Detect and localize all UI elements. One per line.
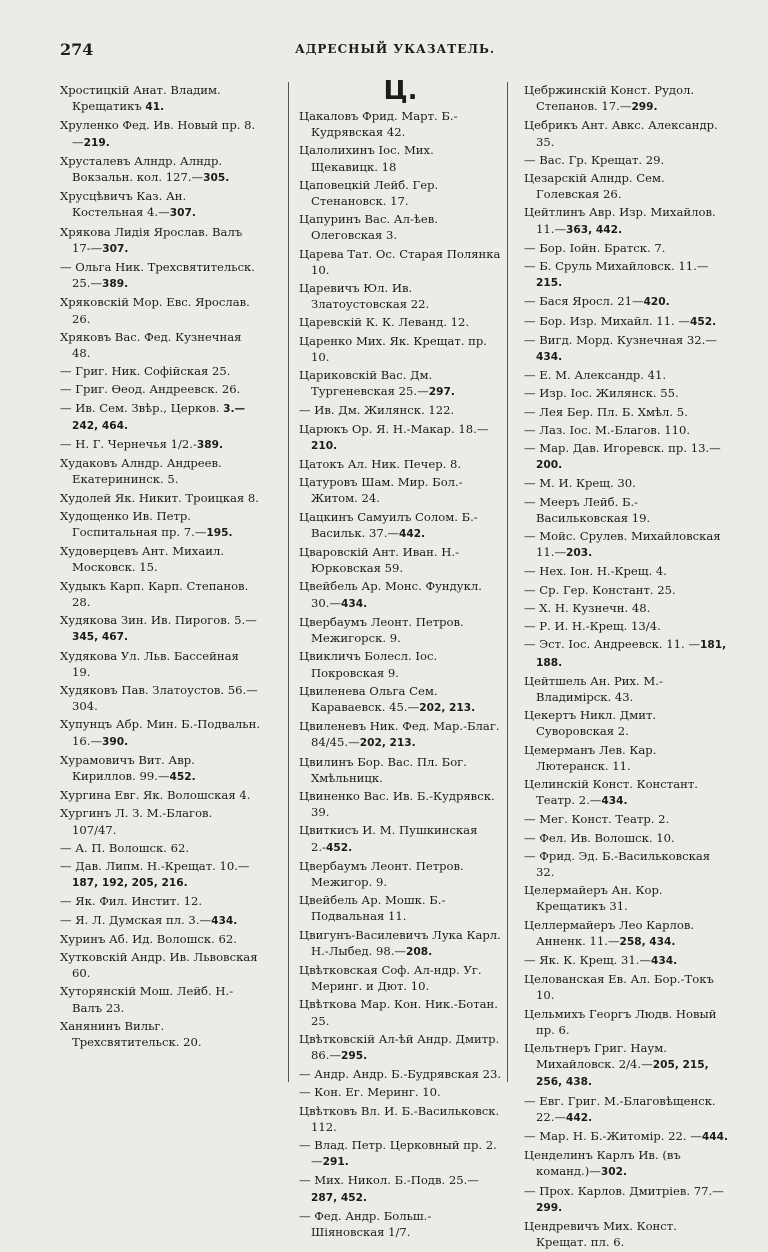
entry-text: Цвикличъ Болесл. Іос. Покровская 9. (299, 649, 438, 680)
entry-text: Хургина Евг. Як. Волошская 4. (60, 788, 251, 803)
entry-text: — А. П. Волошск. 62. (60, 840, 190, 855)
entry-phone: 363, 442. (566, 223, 623, 236)
entry-text: Цезарскій Алндр. Сем. Голевская 26. (524, 171, 665, 202)
directory-entry (60, 224, 260, 257)
page-title: АДРЕСНЫЙ УКАЗАТЕЛЬ. (294, 42, 496, 56)
entry-text: Хростицкій Анат. Владим. Крещатикъ (60, 83, 221, 114)
entry-text: — Эст. Іос. Андреевск. 11. — (524, 637, 700, 652)
entry-phone: 420. (643, 296, 670, 309)
entry-text: — Прох. Карлов. Дмитріев. 77.— (524, 1183, 724, 1198)
entry-text: Худоверцевъ Ант. Михаил. Московск. 15. (60, 544, 225, 575)
entry-text: Хурамовичъ Вит. Авр. Кириллов. 99.— (60, 752, 195, 783)
entry-phone: 200. (536, 459, 563, 472)
entry-text: Цвейбель Ар. Монс. Фундукл. 30.— (299, 579, 482, 610)
entry-phone: 215. (536, 277, 563, 290)
directory-entry (60, 912, 260, 929)
entry-text: — Е. М. Александр. 41. (524, 368, 667, 383)
entry-text: Хрякова Лидія Ярослав. Валъ 17-— (60, 224, 243, 255)
directory-entry (60, 363, 260, 379)
directory-entry (299, 108, 502, 140)
entry-text: Царевичъ Юл. Ив. Златоустовская 22. (299, 281, 430, 312)
directory-entry (524, 1093, 729, 1126)
directory-entry (524, 673, 729, 705)
directory-entry (299, 402, 502, 418)
directory-entry (524, 1218, 729, 1250)
entry-phone: 299. (536, 1201, 563, 1214)
directory-entry (60, 259, 260, 292)
directory-entry (299, 544, 502, 576)
directory-entry (524, 385, 729, 401)
entry-text: Худяковъ Пав. Златоустов. 56.—304. (60, 682, 258, 714)
entry-text: Цвѣтковъ Вл. И. Б.-Васильковск. 112. (299, 1103, 500, 1134)
entry-text: — Кон. Ег. Меринг. 10. (299, 1085, 441, 1100)
entry-text: Хруленко Фед. Ив. Новый пр. 8.— (60, 118, 256, 149)
directory-entry (299, 1137, 502, 1170)
entry-text: Цвѣтковская Соф. Ал-ндр. Уг. Меринг. и Дют. 10. (299, 962, 482, 994)
entry-phone: 345, 467. (72, 631, 128, 644)
entry-phone: 434. (341, 597, 368, 610)
entry-text: Хутковскій Андр. Ив. Львовская 60. (60, 949, 258, 981)
directory-entry (524, 440, 729, 473)
entry-text: Хуринъ Аб. Ид. Волошск. 62. (60, 931, 237, 946)
entry-text: — Ив. Дм. Жилянск. 122. (299, 403, 455, 418)
directory-entry (524, 636, 729, 670)
directory-entry (299, 314, 502, 330)
entry-phone: 258, 434. (619, 935, 676, 948)
directory-entry (60, 329, 260, 361)
entry-text: — Вас. Гр. Крещат. 29. (524, 152, 665, 167)
directory-entry (524, 1128, 729, 1145)
entry-phone: 442. (398, 527, 426, 540)
entry-text: Цвербаумъ Леонт. Петров. Межигор. 9. (299, 858, 464, 889)
directory-entry (60, 840, 260, 856)
directory-entry (60, 381, 260, 397)
directory-entry (60, 82, 260, 115)
directory-entry (524, 152, 729, 168)
directory-entry (299, 1208, 502, 1240)
directory-entry (524, 1006, 729, 1038)
directory-entry (524, 600, 729, 616)
entry-phone: 187, 192, 205, 216. (72, 877, 188, 890)
entry-text: Цвиленева Ольга Сем. Караваевск. 45.— (299, 683, 438, 714)
entry-text: Худолей Як. Никит. Троицкая 8. (60, 490, 259, 505)
entry-text: Хрусцѣвичъ Каз. Ан. Костельная 4.— (60, 189, 187, 220)
directory-entry (524, 848, 729, 880)
directory-entry (524, 404, 729, 420)
entry-text: — Б. Сруль Михайловск. 11.— (524, 259, 709, 274)
entry-text: — Мар. Н. Б.-Житомір. 22. — (524, 1128, 702, 1143)
entry-text: — Н. Г. Чернечья 1/2.- (60, 437, 197, 452)
entry-text: — Ср. Гер. Констант. 25. (524, 582, 676, 597)
directory-entry (60, 858, 260, 891)
directory-entry (299, 892, 502, 924)
entry-phone: 390. (102, 735, 129, 748)
directory-entry (299, 1172, 502, 1205)
directory-entry (60, 648, 260, 680)
entry-phone: 202, 213. (359, 737, 416, 750)
entry-text: Целованская Ев. Ал. Бор.-Токъ 10. (524, 972, 714, 1003)
directory-entry (524, 293, 729, 310)
directory-entry (524, 367, 729, 383)
directory-entry (299, 367, 502, 400)
entry-text: — Лаз. Іос. М.-Благов. 110. (524, 422, 691, 437)
entry-text: Худыкъ Карп. Карп. Степанов. 28. (60, 578, 249, 609)
entry-text: Хрусталевъ Алндр. Алндр. Вокзальн. кол. 127.— (60, 153, 223, 185)
entry-text: Цакаловъ Фрид. Март. Б.-Кудрявская 42. (299, 109, 458, 140)
directory-entry (60, 949, 260, 981)
entry-text: Худякова Ул. Льв. Бассейная 19. (60, 648, 239, 679)
entry-phone: 434. (651, 954, 678, 967)
directory-entry (299, 333, 502, 365)
entry-text: Цвиткисъ И. М. Пушкинская 2.- (299, 823, 478, 854)
directory-entry (524, 1040, 729, 1091)
entry-phone: 442. (566, 1111, 593, 1124)
entry-text: Цвербаумъ Леонт. Петров. Межигорск. 9. (299, 614, 464, 646)
entry-text: Хряковскій Мор. Евс. Ярослав. 26. (60, 295, 250, 326)
entry-phone: 389. (102, 278, 129, 291)
directory-entry (60, 455, 260, 487)
directory-entry (60, 188, 260, 221)
directory-entry (299, 822, 502, 855)
entry-phone: 452. (690, 315, 717, 328)
entry-text: Цацкинъ Самуилъ Солом. Б.-Васильк. 37.— (299, 509, 478, 540)
entry-text: Цемерманъ Лев. Кар. Лютеранск. 11. (524, 742, 657, 773)
entry-text: Царенко Мих. Як. Крещат. пр. 10. (299, 333, 487, 364)
entry-phone: 307. (169, 207, 196, 220)
entry-text: — Евг. Григ. М.-Благовѣщенск. 22.— (524, 1093, 716, 1124)
entry-phone: 434. (601, 795, 628, 808)
entry-text: — Мег. Конст. Театр. 2. (524, 812, 670, 827)
entry-text: Цендревичъ Мих. Конст. Крещат. пл. 6. (524, 1219, 677, 1250)
entry-text: — Григ. Ник. Софійская 25. (60, 364, 231, 379)
directory-entry (299, 788, 502, 820)
directory-entry (60, 117, 260, 150)
directory-entry (524, 1147, 729, 1180)
entry-phone: 295. (341, 1049, 368, 1062)
entry-phone: 434. (211, 914, 238, 927)
entry-text: — Бася Яросл. 21— (524, 294, 644, 309)
directory-entry (299, 754, 502, 786)
column-2 (288, 76, 508, 1239)
entry-text: Цаповецкій Лейб. Гер. Стенановск. 17. (299, 177, 439, 209)
entry-text: Цельмихъ Георгъ Людв. Новый пр. 6. (524, 1006, 717, 1037)
entry-text: Хупунцъ Абр. Мин. Б.-Подвальн. 16.— (60, 717, 260, 748)
directory-entry (60, 543, 260, 575)
directory-entry (299, 1103, 502, 1135)
entry-text: — Влад. Петр. Церковный пр. 2.— (299, 1137, 497, 1169)
column-1 (60, 82, 260, 1052)
entry-text: Цебржинскій Конст. Рудол. Степанов. 17.— (524, 83, 695, 114)
directory-entry (524, 742, 729, 774)
entry-text: Хуторянскій Мош. Лейб. Н.-Валъ 23. (60, 984, 234, 1015)
entry-text: Целинскій Конст. Констант. Театр. 2.— (524, 776, 698, 808)
directory-entry (299, 614, 502, 646)
entry-text: Царева Тат. Ос. Старая Полянка 10. (299, 246, 501, 277)
directory-entry (299, 280, 502, 312)
directory-entry (299, 858, 502, 890)
directory-entry (524, 563, 729, 579)
directory-entry (524, 811, 729, 827)
entry-text: Цвѣтковскій Ал-ѣй Андр. Дмитр. 86.— (299, 1031, 500, 1062)
directory-entry (299, 211, 502, 243)
directory-entry (524, 582, 729, 598)
page-header (60, 40, 730, 68)
directory-entry (524, 971, 729, 1003)
directory-entry (299, 1031, 502, 1064)
entry-text: Цейтшель Ан. Рих. М.-Владимірск. 43. (524, 673, 663, 704)
directory-entry (60, 752, 260, 785)
directory-entry (524, 204, 729, 237)
directory-entry (60, 294, 260, 326)
entry-text: — Фед. Андр. Больш.-Шіяновская 1/7. (299, 1208, 432, 1239)
directory-entry (299, 1084, 502, 1100)
entry-text: — Фрид. Эд. Б.-Васильковская 32. (524, 848, 711, 879)
entry-text: Худякова Зин. Ив. Пирогов. 5.— (60, 613, 257, 628)
directory-entry (299, 456, 502, 472)
entry-text: — Григ. Ѳеод. Андреевск. 26. (60, 382, 241, 397)
entry-text: Цапуринъ Вас. Ал-ѣев. Олеговская 3. (299, 212, 438, 243)
directory-entry (60, 508, 260, 541)
entry-text: Цариковскій Вас. Дм. Тургеневская 25.— (299, 368, 433, 399)
directory-entry (60, 931, 260, 947)
entry-text: — Ольга Ник. Трехсвятительск. 25.— (60, 260, 255, 291)
entry-phone: 434. (536, 351, 563, 364)
directory-entry (524, 313, 729, 330)
directory-entry (524, 952, 729, 969)
directory-entry (60, 400, 260, 434)
directory-entry (524, 258, 729, 291)
entry-text: — Мар. Дав. Игоревск. пр. 13.— (524, 441, 721, 456)
entry-phone: 389. (196, 439, 224, 452)
directory-entry (60, 893, 260, 909)
directory-entry (524, 82, 729, 115)
entry-phone: 202, 213. (419, 701, 476, 714)
directory-entry (524, 618, 729, 634)
directory-entry (524, 494, 729, 526)
entry-text: — Мих. Никол. Б.-Подв. 25.— (299, 1173, 479, 1188)
directory-entry (524, 528, 729, 561)
entry-phone: 444. (701, 1130, 728, 1143)
directory-entry (60, 682, 260, 714)
directory-entry (524, 475, 729, 491)
entry-phone: 219. (83, 136, 110, 149)
entry-text: Цвѣткова Мар. Кон. Ник.-Ботан. 25. (299, 997, 498, 1028)
entry-phone: 302. (600, 1166, 627, 1179)
entry-text: Цатокъ Ал. Ник. Печер. 8. (299, 457, 462, 472)
entry-text: Худощенко Ив. Петр. Госпитальная пр. 7.— (60, 508, 207, 540)
page-number: 274 (60, 40, 94, 59)
entry-text: Цалолихинъ Іос. Мих. Щекавицк. 18 (299, 143, 434, 174)
directory-entry (60, 805, 260, 837)
entry-text: Целермайеръ Ан. Кор. Крещатикъ 31. (524, 883, 663, 914)
entry-text: — Фел. Ив. Волошск. 10. (524, 830, 675, 845)
entry-text: — Лея Бер. Пл. Б. Хмѣл. 5. (524, 404, 688, 419)
directory-entry (524, 240, 729, 256)
directory-entry (524, 422, 729, 438)
entry-phone: 452. (169, 770, 196, 783)
directory-entry (60, 436, 260, 453)
directory-entry (299, 1066, 502, 1082)
directory-entry (299, 509, 502, 542)
directory-entry (524, 707, 729, 739)
entry-text: — Мойс. Срулев. Михайловская 11.— (524, 529, 721, 560)
entry-phone: 305. (203, 172, 230, 185)
entry-text: Цейтлинъ Авр. Изр. Михайлов. 11.— (524, 205, 716, 236)
entry-text: — Андр. Андр. Б.-Будрявская 23. (299, 1067, 502, 1082)
entry-text: — Р. И. Н.-Крещ. 13/4. (524, 619, 661, 634)
entry-text: Цельтнеръ Григ. Наум. Михайловск. 2/4.— (524, 1040, 667, 1072)
directory-entry (299, 962, 502, 994)
entry-phone: 205, 215, 256, 438. (536, 1059, 709, 1089)
directory-entry (299, 683, 502, 716)
directory-entry (299, 996, 502, 1028)
entry-text: — Бор. Изр. Михайл. 11. — (524, 313, 691, 328)
entry-phone: 287, 452. (311, 1191, 367, 1204)
column-3 (524, 82, 729, 1252)
entry-text: Цвейбель Ар. Мошк. Б.-Подвальная 11. (299, 893, 446, 924)
entry-text: — Як. Фил. Инстит. 12. (60, 894, 203, 909)
entry-text: Целлермайеръ Лео Карлов. Анненк. 11.— (524, 917, 695, 948)
entry-text: — Изр. Іос. Жилянск. 55. (524, 386, 679, 401)
directory-entry (60, 787, 260, 803)
entry-text: Царюкъ Ор. Я. Н.-Макар. 18.— (299, 421, 489, 436)
directory-entry (524, 776, 729, 809)
entry-text: Цвиленевъ Ник. Фед. Мар.-Благ. 84/45.— (299, 719, 500, 750)
entry-text: — Вигд. Морд. Кузнечная 32.— (524, 332, 717, 347)
entry-text: Цваровскій Ант. Иван. Н.-Юрковская 59. (299, 545, 459, 576)
directory-entry (299, 177, 502, 209)
entry-text: Ханянинъ Вильг. Трехсвятительск. 20. (60, 1018, 202, 1049)
directory-entry (299, 578, 502, 611)
entry-text: — Я. Л. Думская пл. 3.— (60, 912, 212, 927)
entry-text: Худаковъ Алндр. Андреев. Екатерининск. 5. (60, 456, 222, 487)
entry-phone: 41. (145, 101, 165, 114)
directory-entry (524, 1183, 729, 1216)
entry-text: — Бор. Іойн. Братск. 7. (524, 240, 666, 255)
directory-entry (60, 153, 260, 186)
directory-entry (524, 170, 729, 202)
entry-phone: 210. (311, 439, 338, 452)
entry-text: Цвилинъ Бор. Вас. Пл. Бог. Хмѣльницк. (299, 754, 467, 785)
directory-entry (60, 578, 260, 610)
entry-text: — Дав. Липм. Н.-Крещат. 10.— (60, 858, 250, 873)
directory-entry (299, 718, 502, 751)
directory-entry (299, 927, 502, 960)
entry-text: Хряковъ Вас. Фед. Кузнечная 48. (60, 329, 242, 361)
entry-text: Хургинъ Л. З. М.-Благов. 107/47. (60, 806, 213, 837)
entry-text: Цекертъ Никл. Дмит. Суворовская 2. (524, 708, 657, 739)
entry-phone: 3.—242, 464. (72, 402, 246, 432)
entry-text: Царевскій К. К. Леванд. 12. (299, 315, 470, 330)
directory-entry (299, 142, 502, 174)
directory-entry (60, 490, 260, 506)
entry-phone: 195. (206, 527, 233, 540)
entry-phone: 291. (322, 1156, 349, 1169)
directory-entry (299, 246, 502, 278)
entry-phone: 297. (428, 386, 455, 399)
directory-entry (524, 830, 729, 846)
directory-entry (299, 421, 502, 454)
entry-phone: 452. (325, 841, 353, 854)
directory-entry (60, 716, 260, 749)
directory-entry (60, 1018, 260, 1050)
entry-text: — М. И. Крещ. 30. (524, 476, 636, 491)
entry-phone: 299. (631, 101, 658, 114)
entry-text: Цебрикъ Ант. Авкс. Александр. 35. (524, 118, 718, 149)
entry-phone: 181, 188. (536, 639, 727, 669)
directory-entry (60, 983, 260, 1015)
entry-text: — Нех. Іон. Н.-Крещ. 4. (524, 564, 667, 579)
entry-phone: 203. (566, 547, 593, 560)
directory-entry (524, 882, 729, 914)
section-letter: Ц. (383, 76, 418, 106)
entry-text: — Х. Н. Кузнечн. 48. (524, 600, 651, 615)
directory-entry (524, 332, 729, 365)
entry-text: — Як. К. Крещ. 31.— (524, 952, 652, 967)
directory-entry (299, 648, 502, 680)
entry-text: Цатуровъ Шам. Мир. Бол.-Житом. 24. (299, 475, 463, 506)
directory-entry (524, 917, 729, 950)
entry-phone: 307. (102, 242, 129, 255)
entry-text: Цвигунъ-Василевичъ Лука Карл. Н.-Лыбед. 98.— (299, 927, 501, 958)
entry-text: — Мееръ Лейб. Б.-Васильковская 19. (524, 494, 651, 525)
entry-phone: 208. (406, 945, 433, 958)
entry-text: Ценделинъ Карлъ Ив. (въ команд.)— (524, 1148, 681, 1179)
directory-entry (60, 612, 260, 645)
directory-entry (299, 474, 502, 506)
entry-text: — Ив. Сем. Звѣр., Церков. (60, 400, 224, 415)
entry-text: Цвиненко Вас. Ив. Б.-Кудрявск. 39. (299, 788, 495, 820)
directory-entry (524, 117, 729, 149)
